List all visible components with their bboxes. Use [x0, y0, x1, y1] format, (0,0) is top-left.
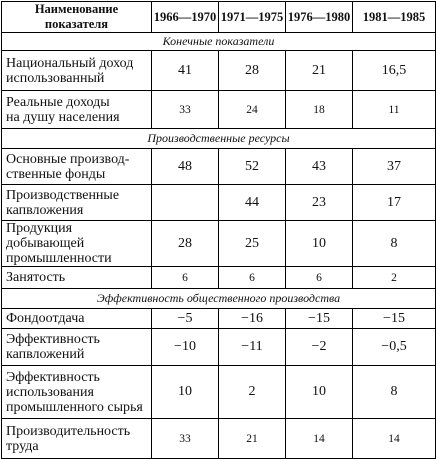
table-cell: 14 [353, 419, 436, 459]
section-row [2, 289, 436, 309]
table-row [2, 366, 436, 419]
table-cell: 6 [219, 267, 286, 289]
table-cell: 11 [353, 91, 436, 129]
table-cell: 8 [353, 366, 436, 419]
table-cell: −15 [286, 309, 353, 329]
table-cell: 33 [152, 91, 219, 129]
row-label-line: Реальные доходы [6, 94, 110, 110]
table-cell: 28 [219, 51, 286, 91]
table-cell: 2 [219, 366, 286, 419]
table-cell: 48 [152, 149, 219, 185]
table-cell: 2 [353, 267, 436, 289]
row-label [2, 51, 152, 91]
row-label [2, 419, 152, 459]
section-row [2, 129, 436, 149]
table-cell [152, 185, 219, 221]
row-label-line: использования [6, 384, 94, 400]
row-label [2, 309, 152, 329]
header-row [2, 2, 436, 33]
table-cell: 16,5 [353, 51, 436, 91]
row-label-line: ственные фонды [6, 166, 106, 182]
row-label [2, 267, 152, 289]
table-cell: −10 [152, 329, 219, 366]
table-cell: −0,5 [353, 329, 436, 366]
table-cell: 17 [353, 185, 436, 221]
row-label-line: Эффективность [6, 332, 100, 347]
table-cell: 33 [152, 419, 219, 459]
table-cell: 24 [219, 91, 286, 129]
table-cell: 37 [353, 149, 436, 185]
table-row [2, 149, 436, 185]
section-final-indicators: Конечные показатели [2, 33, 436, 51]
table-cell: −5 [152, 309, 219, 329]
table-cell: 23 [286, 185, 353, 221]
row-label-line: капвложения [6, 202, 84, 218]
table-cell: 25 [219, 221, 286, 267]
row-label-line: Эффективность [6, 369, 100, 385]
table-cell: 6 [286, 267, 353, 289]
table-row [2, 221, 436, 267]
table-row [2, 419, 436, 459]
row-label [2, 91, 152, 129]
table-cell: 8 [353, 221, 436, 267]
header-indicator-name: Наименование показателя [2, 2, 152, 33]
row-label-line: Занятость [6, 270, 66, 285]
table-row [2, 267, 436, 289]
table-cell: 41 [152, 51, 219, 91]
table-cell: 43 [286, 149, 353, 185]
row-label-line: промышленного сырья [6, 399, 143, 415]
table-cell: 52 [219, 149, 286, 185]
row-label-line: Фондоотдача [6, 311, 85, 326]
row-label-line: Производительность [6, 423, 131, 439]
table-cell: −2 [286, 329, 353, 366]
header-period-1971-1975: 1971—1975 [219, 2, 286, 33]
table-cell: 10 [286, 221, 353, 267]
section-production-resources: Производственные ресурсы [2, 129, 436, 149]
table-cell: 21 [286, 51, 353, 91]
table-row [2, 329, 436, 366]
table-cell: −15 [353, 309, 436, 329]
table-row [2, 309, 436, 329]
row-label [2, 221, 152, 267]
table-cell: 18 [286, 91, 353, 129]
section-production-efficiency: Эффективность общественного производства [2, 289, 436, 309]
row-label-line: Производственные [6, 187, 120, 203]
row-label-line: использованный [6, 70, 105, 86]
table-cell: 44 [219, 185, 286, 221]
row-label-line: на душу населения [6, 109, 120, 125]
row-label [2, 149, 152, 185]
table-cell: 6 [152, 267, 219, 289]
table-cell: 10 [286, 366, 353, 419]
indicators-table [1, 1, 436, 459]
table-cell: −11 [219, 329, 286, 366]
table-cell: 21 [219, 419, 286, 459]
header-period-1981-1985: 1981—1985 [353, 2, 436, 33]
row-label-line: Национальный доход [6, 55, 134, 71]
table-cell: 28 [152, 221, 219, 267]
table-row [2, 51, 436, 91]
table-cell: 14 [286, 419, 353, 459]
row-label [2, 185, 152, 221]
table-cell: −16 [219, 309, 286, 329]
row-label-line: Продукция добывающей [6, 221, 85, 251]
row-label-line: труда [6, 438, 39, 454]
row-label-line: промышленности [6, 251, 112, 266]
header-period-1966-1970: 1966—1970 [152, 2, 219, 33]
table-row [2, 185, 436, 221]
row-label-line: Основные производ- [6, 151, 130, 167]
header-period-1976-1980: 1976—1980 [286, 2, 353, 33]
section-row [2, 33, 436, 51]
table-row [2, 91, 436, 129]
row-label [2, 366, 152, 419]
table-cell: 10 [152, 366, 219, 419]
row-label-line: капвложений [6, 347, 85, 362]
row-label [2, 329, 152, 366]
